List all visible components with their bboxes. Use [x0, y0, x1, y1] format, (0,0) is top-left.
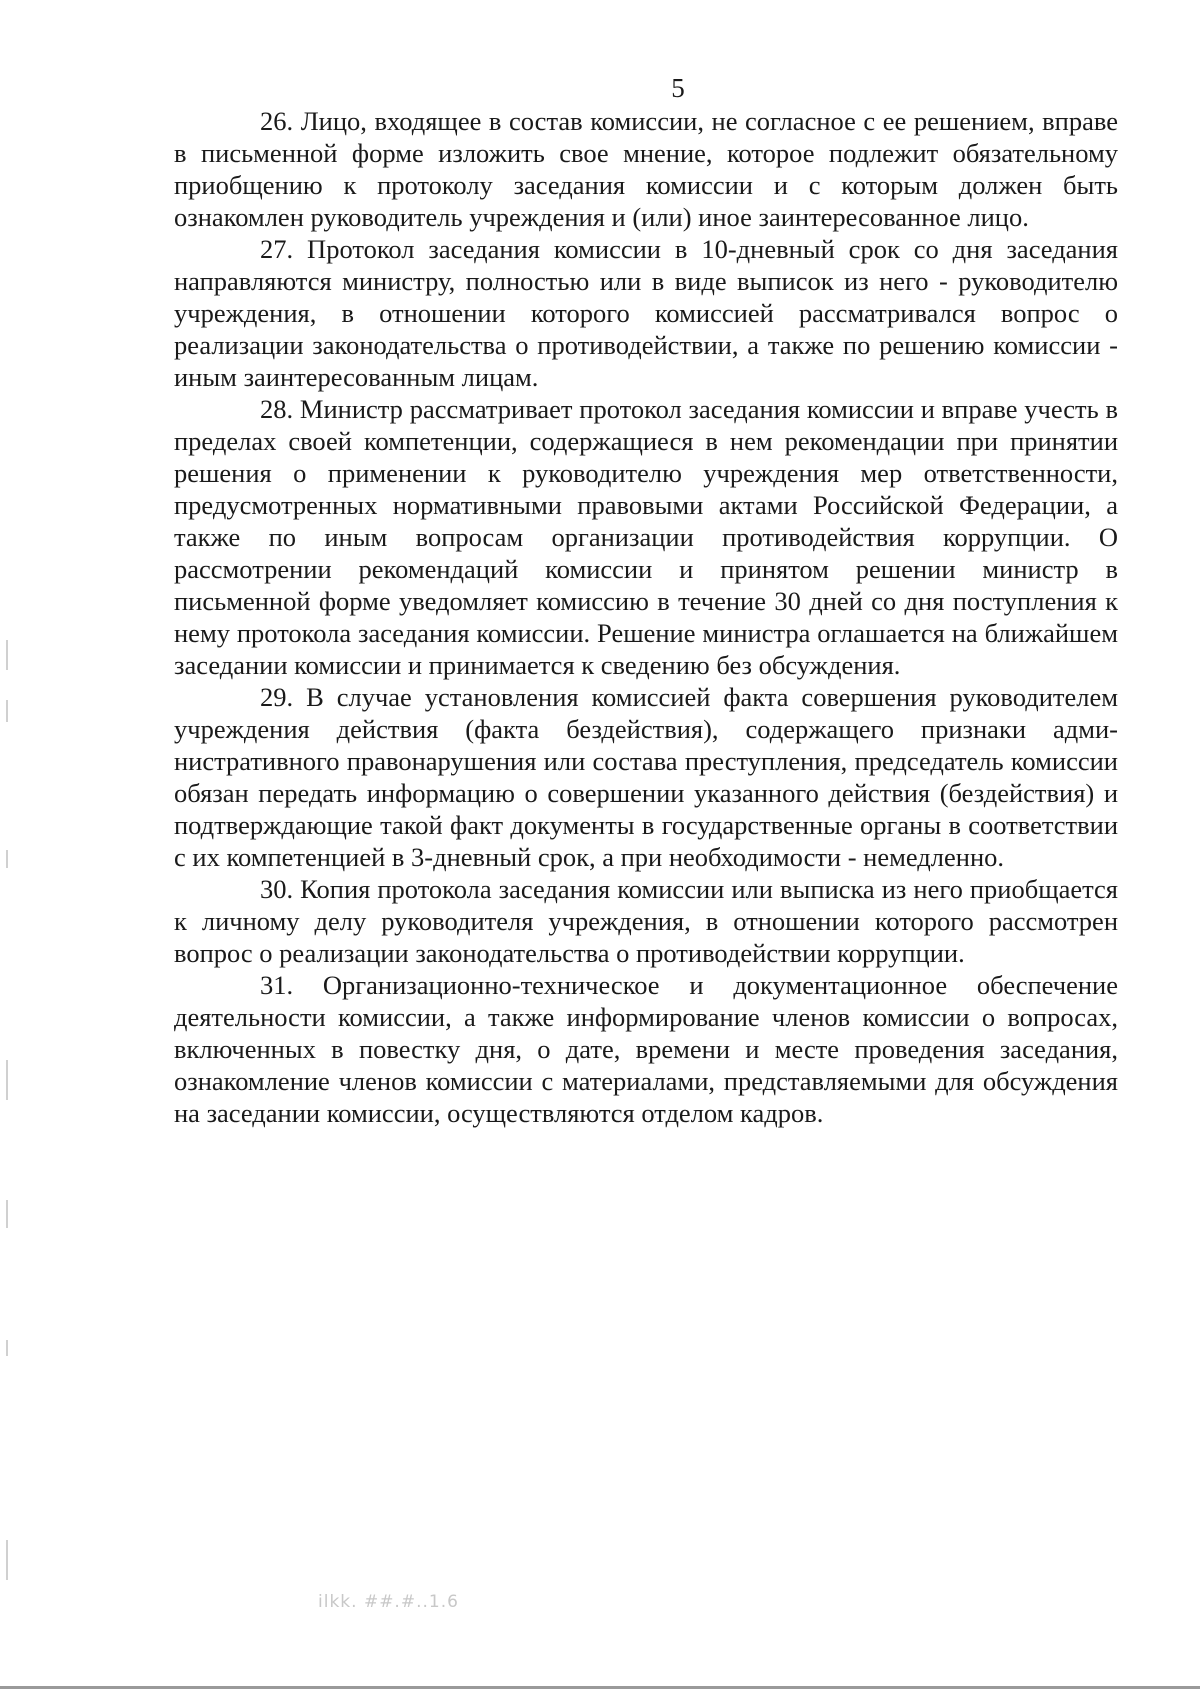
paragraph-29: 29. В случае установления комиссией факта совершения руководителем учреждения действия (факта бездействия), содержащего признаки административного правонарушения или состава преступления, председатель комиссии обязан передать информацию о совершении указанного действия (бездействия) и подтверждающие такой факт документы в государственные органы в соответствии с их компетенцией в 3-дневный срок, а при необходимости - немедленно. — [174, 682, 1118, 872]
page-number: 5 — [671, 73, 685, 103]
document-body — [174, 105, 1118, 1129]
paragraph-26: 26. Лицо, входящее в состав комиссии, не согласное с ее решением, вправе в письменной форме изложить свое мнение, которое подлежит обязательному приобщению к протоколу заседания комиссии и с которым должен быть ознакомлен руководитель учреждения и (или) иное заинтересованное лицо. — [174, 106, 1118, 232]
paragraph-27: 27. Протокол заседания комиссии в 10-дневный срок со дня заседания направляются министру, полностью или в виде выписок из него - руководителю учреждения, в отношении которого комиссией рассматривался вопрос о реализации законодательства о противодействии, а также по решению комиссии - иным заинтересованным лицам. — [174, 234, 1118, 392]
paragraph-30: 30. Копия протокола заседания комиссии или выписка из него приобщается к личному делу руководителя учреждения, в отношении которого рассмотрен вопрос о реализации законодательства о противодействии коррупции. — [174, 874, 1118, 968]
scan-margin-marks — [6, 640, 10, 1600]
scan-bottom-edge — [0, 1686, 1200, 1689]
paragraph-31: 31. Организационно-техническое и документационное обеспечение деятельности комиссии, а также информирование членов комиссии о вопросах, включенных в повестку дня, о дате, времени и месте проведения заседания, ознакомление членов комиссии с материалами, представляемыми для обсуждения на заседании комиссии, осуществляются отделом кадров. — [174, 970, 1118, 1128]
paragraph-28: 28. Министр рассматривает протокол заседания комиссии и вправе учесть в пределах своей компетенции, содержащиеся в нем рекомендации при принятии решения о применении к руководителю учреждения мер ответственности, предусмотренных нормативными правовыми актами Российской Федерации, а также по иным вопросам организации противодействия коррупции. О рассмотрении рекомендаций комиссии и принятом решении министр в письменной форме уведомляет комиссию в течение 30 дней со дня поступления к нему протокола заседания комиссии. Решение министра оглашается на ближайшем заседании комиссии и принимается к сведению без обсуждения. — [174, 394, 1118, 680]
scan-stamp-artifact: ilkk. ##.#..1.6 — [318, 1592, 459, 1612]
